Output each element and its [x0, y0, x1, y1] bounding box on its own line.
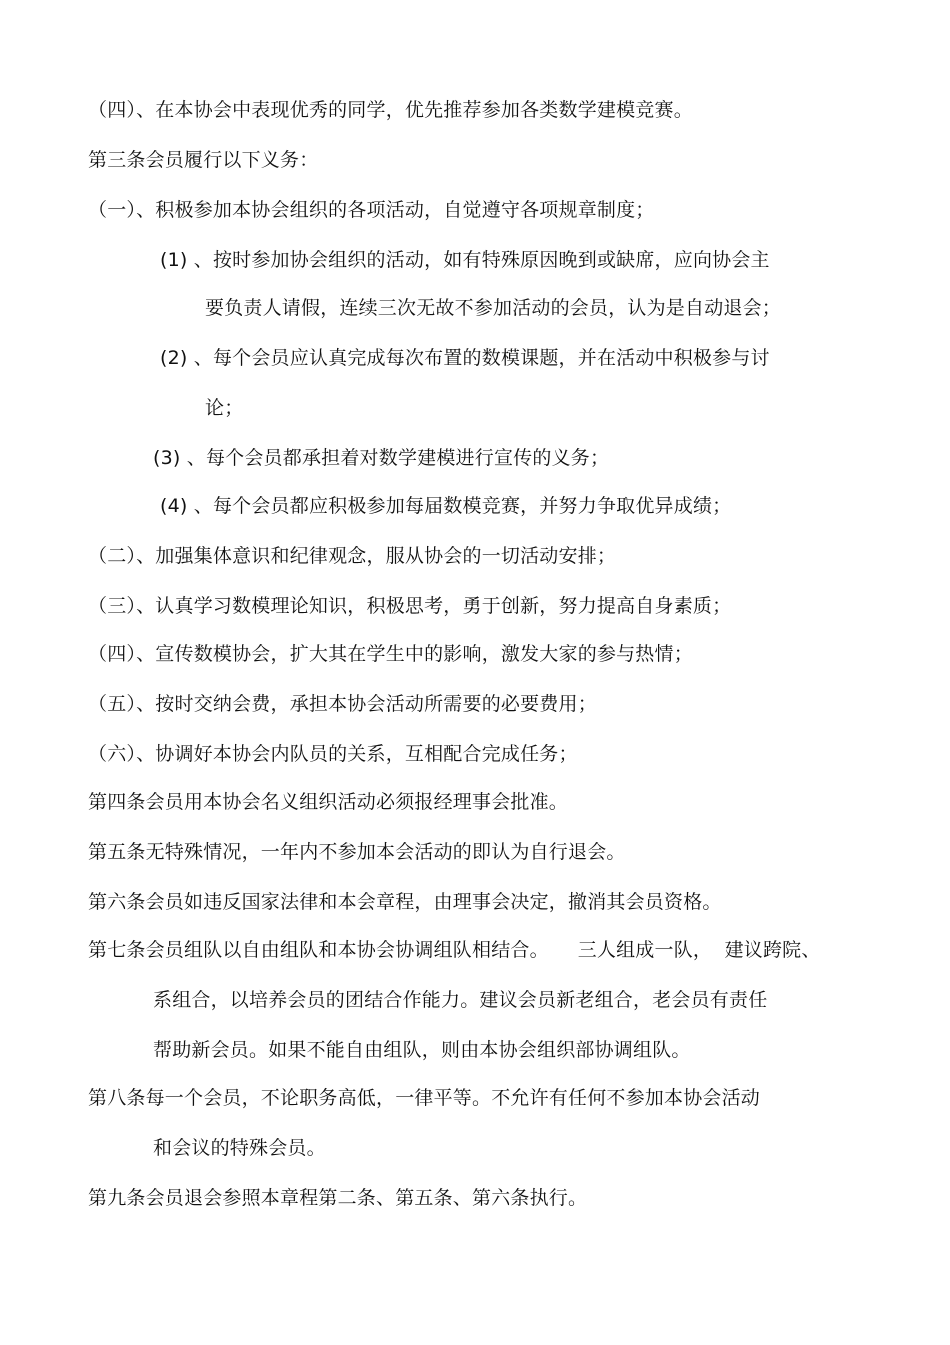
clause-3-item-4-line: （四）、在本协会中表现优秀的同学，优先推荐参加各类数学建模竞赛。 — [88, 99, 693, 121]
sub-item-1-line-2: 要负责人请假，连续三次无故不参加活动的会员，认为是自动退会； — [205, 297, 782, 319]
article-7-line-1: 第七条会员组队以自由组队和本协会协调组队相结合。 三人组成一队， 建议跨院、 — [88, 939, 821, 961]
article-3-item-3: （三）、认真学习数模理论知识，积极思考，勇于创新，努力提高自身素质； — [88, 595, 732, 617]
article-3-item-2: （二）、加强集体意识和纪律观念，服从协会的一切活动安排； — [88, 545, 617, 567]
article-3-item-4: （四）、宣传数模协会，扩大其在学生中的影响，激发大家的参与热情； — [88, 643, 693, 665]
article-8-line-2: 和会议的特殊会员。 — [153, 1137, 326, 1159]
sub-item-2-line-1: (2) 、每个会员应认真完成每次布置的数模课题，并在活动中积极参与讨 — [160, 347, 770, 369]
article-7-line-3: 帮助新会员。如果不能自由组队，则由本协会组织部协调组队。 — [153, 1039, 691, 1061]
article-6: 第六条会员如违反国家法律和本会章程，由理事会决定，撤消其会员资格。 — [88, 891, 722, 913]
article-7-line-2: 系组合，以培养会员的团结合作能力。建议会员新老组合，老会员有责任 — [153, 989, 768, 1011]
sub-item-1-line-1: (1) 、按时参加协会组织的活动，如有特殊原因晚到或缺席，应向协会主 — [160, 249, 770, 271]
article-3-item-6: （六）、协调好本协会内队员的关系，互相配合完成任务； — [88, 743, 578, 765]
article-5: 第五条无特殊情况，一年内不参加本会活动的即认为自行退会。 — [88, 841, 626, 863]
article-8-line-1: 第八条每一个会员，不论职务高低，一律平等。不允许有任何不参加本协会活动 — [88, 1087, 761, 1109]
sub-item-3: (3) 、每个会员都承担着对数学建模进行宣传的义务； — [153, 447, 610, 469]
sub-item-2-line-2: 论； — [205, 397, 244, 419]
sub-item-4: (4) 、每个会员都应积极参加每届数模竞赛，并努力争取优异成绩； — [160, 495, 732, 517]
article-3-item-1: （一）、积极参加本协会组织的各项活动，自觉遵守各项规章制度； — [88, 199, 655, 221]
article-9: 第九条会员退会参照本章程第二条、第五条、第六条执行。 — [88, 1187, 588, 1209]
article-4: 第四条会员用本协会名义组织活动必须报经理事会批准。 — [88, 791, 569, 813]
article-3-heading: 第三条会员履行以下义务： — [88, 149, 319, 171]
article-3-item-5: （五）、按时交纳会费，承担本协会活动所需要的必要费用； — [88, 693, 597, 715]
